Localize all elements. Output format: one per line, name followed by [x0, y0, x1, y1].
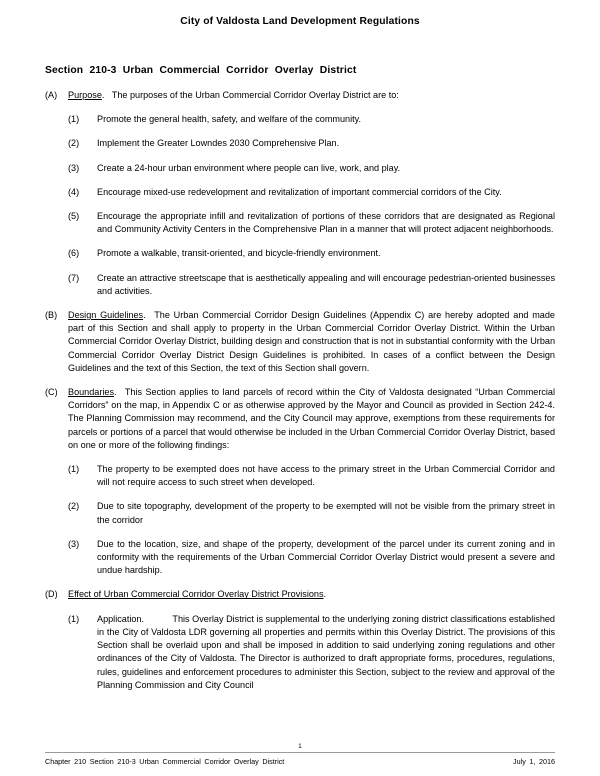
list-item — [68, 113, 555, 126]
section-item-b — [45, 309, 555, 375]
list-item-text: Implement the Greater Lowndes 2030 Comprehensive Plan. — [97, 138, 340, 149]
run-in-heading-d: Effect of Urban Commercial Corridor Overlay District Provisions — [68, 589, 324, 600]
run-in-punct-c: . — [114, 387, 117, 398]
sublist-d — [45, 613, 555, 692]
section-marker-c: (C) — [45, 387, 58, 398]
list-item-text — [97, 613, 555, 692]
section-text-a: The purposes of the Urban Commercial Corridor Overlay District are to: — [111, 90, 399, 100]
list-item-marker: (5) — [68, 211, 80, 222]
list-item — [68, 500, 555, 526]
list-item-text: The property to be exempted does not have access to the primary street in the Urban Commercial Corridor and will not require access to such street when developed. — [97, 464, 555, 488]
list-item-marker: (6) — [68, 248, 80, 259]
run-in-punct-d: . — [323, 589, 327, 600]
list-item-marker: (2) — [68, 501, 80, 512]
list-item-text: Promote the general health, safety, and welfare of the community. — [97, 114, 362, 125]
list-item — [68, 613, 555, 692]
list-item-text: Due to the location, size, and shape of the property, development of the parcel under its current zoning and in conformity with the requirements of the Urban Commercial Corridor Overlay District would present a severe and undue hardship. — [97, 538, 555, 576]
section-body-b — [68, 309, 555, 375]
section-marker-b: (B) — [45, 310, 58, 321]
list-item — [68, 463, 555, 489]
footer-left-text: Chapter 210 Section 210-3 Urban Commercial Corridor Overlay District — [45, 757, 285, 766]
section-body-d — [68, 588, 555, 601]
page-title: City of Valdosta Land Development Regulations — [180, 16, 420, 27]
document-body — [0, 76, 600, 692]
list-item-text: Encourage the appropriate infill and revitalization of portions of these corridors that are designated as Regional and Community Activity Centers in the Comprehensive Plan in a manner that will protect adjacent neighborhoods. — [97, 211, 555, 235]
list-item-text: Encourage mixed-use redevelopment and revitalization of important commercial corridors of the City. — [97, 186, 502, 197]
list-item-text: Create a 24-hour urban environment where people can live, work, and play. — [97, 162, 401, 173]
list-item — [68, 210, 555, 236]
list-item — [68, 247, 555, 260]
list-item — [68, 137, 555, 150]
list-item-marker: (2) — [68, 138, 80, 149]
list-item-marker: (7) — [68, 272, 80, 283]
list-item — [68, 162, 555, 175]
section-body-a — [68, 89, 555, 102]
sublist-c — [45, 463, 555, 577]
run-in-heading-c: Boundaries — [68, 387, 115, 398]
section-item-a — [45, 89, 555, 102]
section-text-b: The Urban Commercial Corridor Design Guidelines (Appendix C) are hereby adopted and made part of this Section and shall apply to property in the Urban Commercial Corridor Overlay District. Within the Urban Commercial Corridor Overlay District, building design and construction that is not in substantial conformity with the Urban Commercial Corridor Overlay District Design Guidelines is prohibited. In cases of a conflict between the Design Guidelines and the text of this Section, the text of this Section shall govern. — [68, 310, 555, 373]
section-body-c — [68, 386, 555, 452]
list-item-text: Create an attractive streetscape that is aesthetically appealing and will encourage pedestrian-oriented businesses and activities. — [97, 272, 555, 296]
list-item-marker: (1) — [68, 613, 80, 624]
list-item-run-in-heading: Application. — [97, 613, 145, 624]
section-item-c — [45, 386, 555, 452]
section-heading: Section 210-3 Urban Commercial Corridor Overlay District — [45, 65, 357, 76]
list-item-marker: (1) — [68, 464, 80, 475]
list-item-text: Due to site topography, development of the property to be exempted will not be visible from the primary street in the corridor — [97, 501, 555, 525]
list-item — [68, 272, 555, 298]
section-marker-a: (A) — [45, 90, 58, 100]
footer-date: July 1, 2016 — [513, 757, 555, 766]
list-item-text: Promote a walkable, transit-oriented, and bicycle-friendly environment. — [97, 248, 381, 259]
list-item — [68, 538, 555, 578]
list-item-marker: (1) — [68, 114, 80, 125]
run-in-punct-a: . — [101, 90, 105, 100]
list-item-body-text: This Overlay District is supplemental to the underlying zoning district classifications established in the City of Valdosta LDR governing all properties and permits within this Overlay District. The provisions of this Section shall be overlaid upon and shall be imposed in addition to said underlying zoning regulations and other ordinances of the City of Valdosta. The Director is authorized to draft appropriate forms, procedures, regulations, rules, guidelines and enforcement procedures to administer this Section, subject to the review and approval of the Planning Commission and City Council — [97, 613, 555, 690]
section-item-d — [45, 588, 555, 601]
section-marker-d: (D) — [45, 589, 58, 600]
list-item-marker: (3) — [68, 538, 80, 549]
footer-divider — [45, 752, 555, 753]
page-number: 1 — [298, 743, 302, 750]
run-in-punct-b: . — [143, 310, 146, 321]
footer-row — [45, 757, 555, 766]
run-in-heading-a: Purpose — [68, 90, 102, 100]
run-in-heading-b: Design Guidelines — [68, 310, 144, 321]
list-item-marker: (3) — [68, 162, 80, 173]
list-item-marker: (4) — [68, 186, 80, 197]
sublist-a — [45, 113, 555, 298]
section-text-c: This Section applies to land parcels of record within the City of Valdosta designated “Urban Commercial Corridors” on the map, in Appendix C or as otherwise approved by the Mayor and Council as provided in Section 242-4. The Planning Commission may recommend, and the City Council may approve, exemptions from these requirements for parcels or portions of a parcel that would otherwise be included in the Urban Commercial Corridor Overlay District, based on one or more of the following findings: — [68, 387, 555, 450]
list-item — [68, 186, 555, 199]
page-footer — [45, 743, 555, 766]
